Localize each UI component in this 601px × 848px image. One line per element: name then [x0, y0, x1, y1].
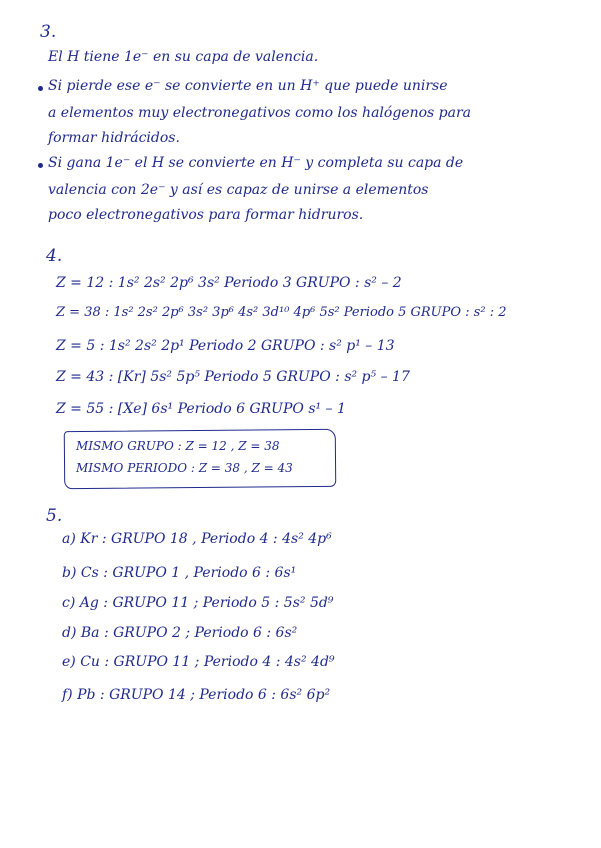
summary-box — [64, 429, 336, 489]
box-line-1: MISMO GRUPO : Z = 12 , Z = 38 — [76, 439, 280, 453]
q3-line-4: formar hidrácidos. — [48, 130, 180, 146]
q3-line-2: Si pierde ese e⁻ se convierte en un H⁺ que puede unirse — [48, 78, 448, 94]
q5-line-a: a) Kr : GRUPO 18 , Periodo 4 : 4s² 4p⁶ — [62, 531, 332, 547]
q3-line-5: Si gana 1e⁻ el H se convierte en H⁻ y completa su capa de — [48, 155, 464, 171]
q5-line-b: b) Cs : GRUPO 1 , Periodo 6 : 6s¹ — [62, 565, 297, 581]
q3-line-6: valencia con 2e⁻ y así es capaz de unirse a elementos — [48, 182, 429, 198]
bullet-icon — [38, 163, 43, 168]
bullet-icon — [38, 86, 43, 91]
q3-line-7: poco electronegativos para formar hidruros. — [48, 207, 364, 223]
q4-line-4: Z = 43 : [Kr] 5s² 5p⁵ Periodo 5 GRUPO : s² p⁵ – 17 — [56, 369, 410, 385]
q5-line-f: f) Pb : GRUPO 14 ; Periodo 6 : 6s² 6p² — [62, 687, 331, 703]
q4-line-5: Z = 55 : [Xe] 6s¹ Periodo 6 GRUPO s¹ – 1 — [56, 401, 346, 417]
box-line-2: MISMO PERIODO : Z = 38 , Z = 43 — [76, 461, 293, 475]
q4-number: 4. — [46, 246, 63, 266]
q5-line-d: d) Ba : GRUPO 2 ; Periodo 6 : 6s² — [62, 625, 298, 641]
q4-line-1: Z = 12 : 1s² 2s² 2p⁶ 3s² Periodo 3 GRUPO : s² – 2 — [56, 275, 402, 291]
q5-line-e: e) Cu : GRUPO 11 ; Periodo 4 : 4s² 4d⁹ — [62, 654, 335, 670]
q3-number: 3. — [40, 22, 57, 42]
q3-line-1: El H tiene 1e⁻ en su capa de valencia. — [48, 49, 319, 65]
q5-line-c: c) Ag : GRUPO 11 ; Periodo 5 : 5s² 5d⁹ — [62, 595, 334, 611]
q4-line-2: Z = 38 : 1s² 2s² 2p⁶ 3s² 3p⁶ 4s² 3d¹⁰ 4p⁶ 5s² Periodo 5 GRUPO : s² : 2 — [56, 305, 507, 320]
q5-number: 5. — [46, 506, 63, 526]
q3-line-3: a elementos muy electronegativos como los halógenos para — [48, 105, 471, 121]
q4-line-3: Z = 5 : 1s² 2s² 2p¹ Periodo 2 GRUPO : s² p¹ – 13 — [56, 338, 395, 354]
